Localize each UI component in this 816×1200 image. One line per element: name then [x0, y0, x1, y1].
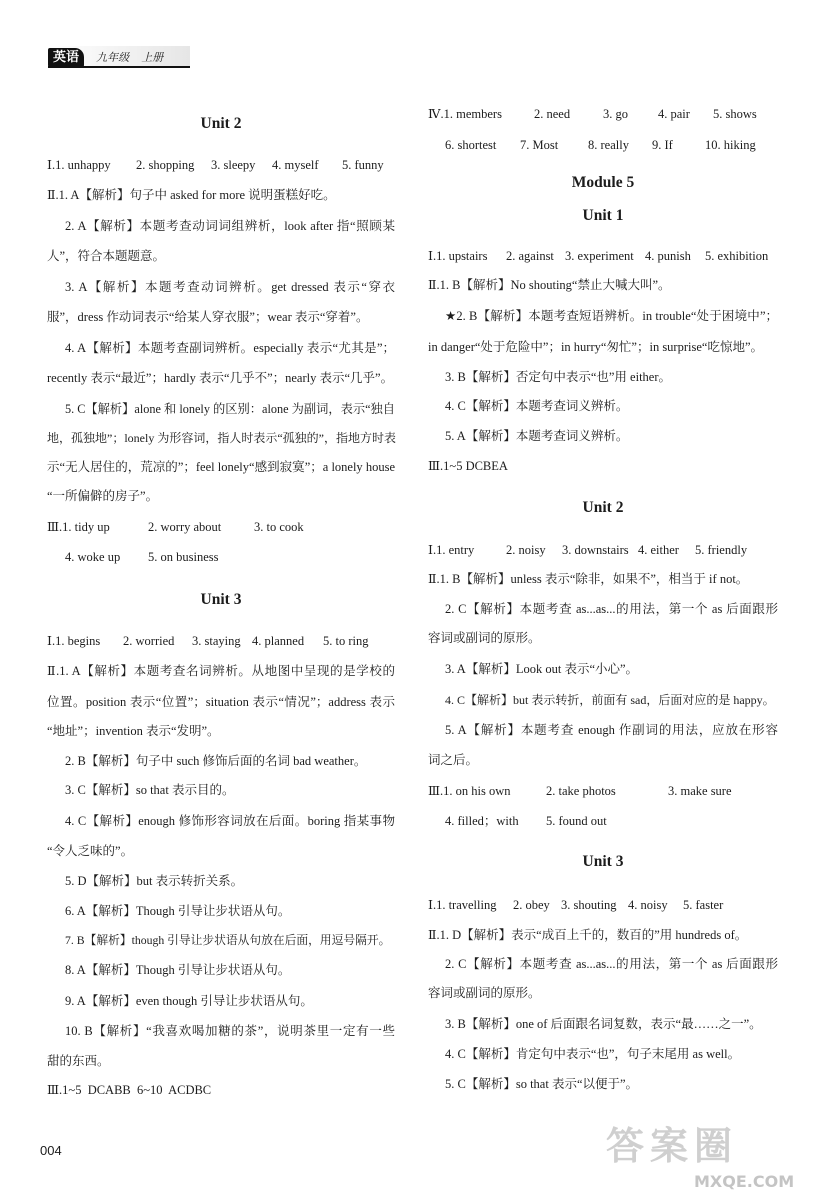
phrase-item: 3. make sure — [668, 784, 732, 798]
answer-line: 示“无人居住的，荒凉的”；feel lonely“感到寂寞”；a lonely house — [47, 460, 395, 474]
answer-line: 容词或副词的原形。 — [428, 986, 541, 1000]
vocab-item: 4. punish — [645, 249, 691, 263]
answer-line: Ⅱ.1. A【解析】句子中 asked for more 说明蛋糕好吃。 — [47, 188, 336, 202]
answer-line: 5. C【解析】so that 表示“以便于”。 — [445, 1077, 639, 1091]
answer-line: recently 表示“最近”；hardly 表示“几乎不”；nearly 表示“几乎”。 — [47, 371, 394, 385]
vocab-item: Ⅰ.1. upstairs — [428, 249, 488, 263]
answer-line: 5. A【解析】本题考查 enough 作副词的用法，应放在形容 — [445, 723, 778, 737]
phrase-item: Ⅲ.1. tidy up — [47, 520, 110, 534]
answer-line: 3. A【解析】本题考查动词辨析。get dressed 表示“穿衣 — [65, 280, 395, 294]
answer-line: 容词或副词的原形。 — [428, 631, 541, 645]
vocab-item: 10. hiking — [705, 138, 756, 152]
phrase-item: 4. filled；with — [445, 814, 519, 828]
answer-line: Ⅱ.1. B【解析】No shouting“禁止大喊大叫”。 — [428, 278, 671, 292]
answer-line: 甜的东西。 — [47, 1054, 110, 1068]
heading-unit-2: Unit 2 — [200, 115, 242, 132]
page-number: 004 — [40, 1143, 62, 1158]
answer-line: 2. B【解析】句子中 such 修饰后面的名词 bad weather。 — [65, 754, 367, 768]
answer-line: “令人乏味的”。 — [47, 844, 134, 858]
vocab-item: 8. really — [588, 138, 629, 152]
vocab-item: 5. exhibition — [705, 249, 769, 263]
answer-line: Ⅱ.1. A【解析】本题考查名词辨析。从地图中呈现的是学校的 — [47, 664, 395, 678]
vocab-item: 5. to ring — [323, 634, 369, 648]
phrase-item: 5. on business — [148, 550, 219, 564]
vocab-item: 3. sleepy — [211, 158, 256, 172]
phrase-item: 3. to cook — [254, 520, 304, 534]
subject-badge: 英语 — [48, 48, 84, 67]
volume-label: 上册 — [141, 51, 164, 64]
answer-key-line: Ⅲ.1~5 DCABB 6~10 ACDBC — [47, 1083, 212, 1097]
answer-line: 2. C【解析】本题考查 as...as...的用法，第一个 as 后面跟形 — [445, 957, 778, 971]
vocab-item: Ⅰ.1. travelling — [428, 898, 497, 912]
answer-line: 10. B【解析】“我喜欢喝加糖的茶”，说明茶里一定有一些 — [65, 1024, 395, 1038]
answer-line: 位置。position 表示“位置”；situation 表示“情况”；address 表示 — [47, 695, 395, 709]
vocab-item: Ⅰ.1. unhappy — [47, 158, 111, 172]
vocab-item: 4. noisy — [628, 898, 668, 912]
answer-line: 3. B【解析】one of 后面跟名词复数，表示“最……之一”。 — [445, 1017, 762, 1031]
answer-line: 词之后。 — [428, 753, 479, 767]
answer-line: 3. C【解析】so that 表示目的。 — [65, 783, 235, 797]
vocab-item: 3. experiment — [565, 249, 634, 263]
answer-line: 4. C【解析】enough 修饰形容词放在后面。boring 指某事物 — [65, 814, 395, 828]
heading-unit-3: Unit 3 — [200, 591, 242, 608]
vocab-item: 2. obey — [513, 898, 550, 912]
vocab-item: 2. shopping — [136, 158, 195, 172]
vocab-item: 2. worried — [123, 634, 175, 648]
answer-line: 9. A【解析】even though 引导让步状语从句。 — [65, 994, 313, 1008]
vocab-item: 2. need — [534, 107, 571, 121]
answer-line: 5. A【解析】本题考查词义辨析。 — [445, 429, 629, 443]
answer-line: 2. C【解析】本题考查 as...as...的用法，第一个 as 后面跟形 — [445, 602, 778, 616]
watermark-brand: 答案圈 — [606, 1124, 739, 1168]
vocab-item: 4. either — [638, 543, 679, 557]
vocab-item: 6. shortest — [445, 138, 497, 152]
phrase-item: 2. take photos — [546, 784, 616, 798]
answer-line: 7. B【解析】though 引导让步状语从句放在后面，用逗号隔开。 — [65, 934, 391, 947]
heading-unit-1: Unit 1 — [582, 207, 624, 224]
answer-line: “地址”；invention 表示“发明”。 — [47, 724, 220, 738]
vocab-item: 2. noisy — [506, 543, 546, 557]
answer-line: 4. C【解析】but 表示转折，前面有 sad，后面对应的是 happy。 — [445, 693, 775, 707]
answer-line: 4. A【解析】本题考查副词辨析。especially 表示“尤其是”； — [65, 341, 395, 355]
answer-line: 3. B【解析】否定句中表示“也”用 either。 — [445, 370, 672, 384]
answer-key-line: Ⅲ.1~5 DCBEA — [428, 459, 508, 473]
answer-line: 2. A【解析】本题考查动词词组辨析，look after 指“照顾某 — [65, 219, 395, 233]
vocab-item: 5. friendly — [695, 543, 748, 557]
answer-line: ★2. B【解析】本题考查短语辨析。in trouble“处于困境中”； — [445, 309, 778, 323]
answer-line: 4. C【解析】肯定句中表示“也”，句子末尾用 as well。 — [445, 1047, 741, 1061]
answer-line: Ⅱ.1. D【解析】表示“成百上千的，数百的”用 hundreds of。 — [428, 928, 748, 942]
vocab-item: 5. shows — [713, 107, 757, 121]
answer-line: in danger“处于危险中”；in hurry“匆忙”；in surprise“吃惊地”。 — [428, 340, 763, 354]
watermark-site: MXQE.COM — [694, 1172, 795, 1191]
vocab-item: 2. against — [506, 249, 554, 263]
phrase-item: 4. woke up — [65, 550, 121, 564]
heading-unit-3: Unit 3 — [582, 853, 624, 870]
heading-module-5: Module 5 — [571, 174, 635, 191]
vocab-item: 3. go — [603, 107, 628, 121]
vocab-item: 4. pair — [658, 107, 690, 121]
answer-line: Ⅱ.1. B【解析】unless 表示“除非，如果不”，相当于 if not。 — [428, 572, 749, 586]
vocab-item: 3. staying — [192, 634, 241, 648]
answer-line: 5. D【解析】but 表示转折关系。 — [65, 874, 244, 888]
vocab-item: 5. funny — [342, 158, 384, 172]
vocab-item: 5. faster — [683, 898, 724, 912]
answer-line: 4. C【解析】本题考查词义辨析。 — [445, 399, 629, 413]
vocab-item: Ⅰ.1. begins — [47, 634, 101, 648]
answer-line: 地，孤独地”；lonely 为形容词，指人时表示“孤独的”，指地方时表 — [47, 431, 396, 445]
grade-label: 九年级 — [96, 51, 130, 64]
heading-unit-2: Unit 2 — [582, 499, 624, 516]
answer-line: 5. C【解析】alone 和 lonely 的区别：alone 为副词，表示“独自 — [65, 402, 396, 416]
vocab-item: 4. planned — [252, 634, 305, 648]
phrase-item: 2. worry about — [148, 520, 222, 534]
phrase-item: 5. found out — [546, 814, 607, 828]
phrase-item: Ⅲ.1. on his own — [428, 784, 511, 798]
vocab-item: Ⅳ.1. members — [428, 107, 502, 121]
vocab-item: Ⅰ.1. entry — [428, 543, 475, 557]
answer-line: 6. A【解析】Though 引导让步状语从句。 — [65, 904, 291, 918]
vocab-item: 9. If — [652, 138, 673, 152]
vocab-item: 3. shouting — [561, 898, 617, 912]
vocab-item: 4. myself — [272, 158, 319, 172]
answer-line: 服”，dress 作动词表示“给某人穿衣服”；wear 表示“穿着”。 — [47, 310, 369, 324]
answer-line: 8. A【解析】Though 引导让步状语从句。 — [65, 963, 291, 977]
answer-line: 人”，符合本题题意。 — [47, 249, 166, 263]
running-header — [48, 46, 190, 68]
answer-line: “一所偏僻的房子”。 — [47, 489, 159, 503]
answer-line: 3. A【解析】Look out 表示“小心”。 — [445, 662, 639, 676]
vocab-item: 7. Most — [520, 138, 559, 152]
vocab-item: 3. downstairs — [562, 543, 629, 557]
